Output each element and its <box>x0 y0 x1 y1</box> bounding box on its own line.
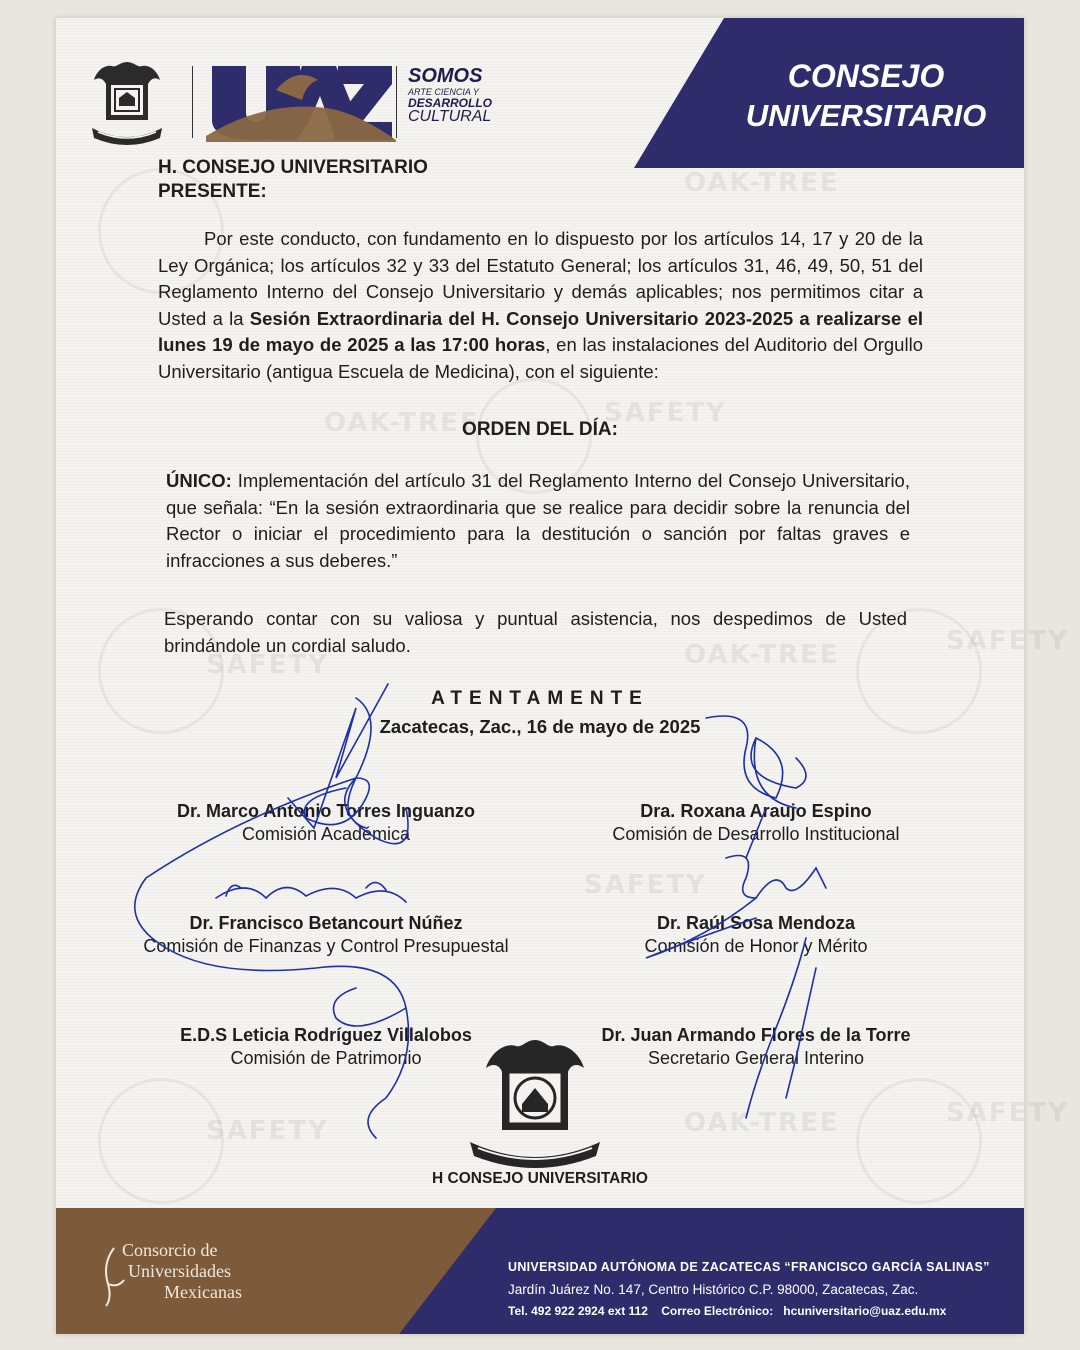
signatory-name: Dra. Roxana Araujo Espino <box>640 801 872 821</box>
signatory-name: E.D.S Leticia Rodríguez Villalobos <box>180 1025 472 1045</box>
slogan-arte: ARTE CIENCIA Y <box>408 87 479 97</box>
watermark-text: OAK-TREE <box>324 408 480 438</box>
signatory-name: Dr. Marco Antonio Torres Inguanzo <box>176 801 475 821</box>
official-stamp-icon <box>460 1034 610 1174</box>
letter-page <box>56 18 1069 1334</box>
footer-contact: Tel. 492 922 2924 ext 112 Correo Electrónico: hcuniversitario@uaz.edu.mx <box>508 1304 947 1318</box>
header-divider <box>192 66 193 138</box>
signatory <box>126 912 526 958</box>
slogan-desarrollo: DESARROLLO <box>408 96 492 110</box>
signatory-role: Comisión Académica <box>241 824 411 844</box>
closing-paragraph: Esperando contar con su valiosa y puntual asistencia, nos despedimos de Usted brindándole un cordial saludo. <box>164 608 907 656</box>
watermark-text: SAFETY <box>604 398 727 428</box>
consorcio-line2: Universidades <box>128 1261 231 1281</box>
signatory <box>576 800 936 846</box>
consorcio-logo <box>100 1240 242 1303</box>
uaz-logo-icon <box>206 60 396 142</box>
date-line: Zacatecas, Zac., 16 de mayo de 2025 <box>379 716 701 737</box>
uaz-seal-icon <box>90 58 164 144</box>
footer-address: Jardín Juárez No. 147, Centro Histórico C.P. 98000, Zacatecas, Zac. <box>508 1282 919 1297</box>
watermark-text: OAK-TREE <box>684 1108 840 1138</box>
stamp-label: H CONSEJO UNIVERSITARIO <box>432 1170 648 1187</box>
signatory-name: Dr. Francisco Betancourt Núñez <box>189 913 463 933</box>
consejo-title <box>706 56 1026 136</box>
header-divider <box>396 66 397 138</box>
consejo-line1: CONSEJO <box>787 58 945 94</box>
signatory <box>576 1024 936 1070</box>
watermark-text: SAFETY <box>584 870 707 900</box>
session-details: Sesión Extraordinaria del H. Consejo Universitario 2023-2025 a realizarse el lunes 19 de mayo de 2025 a las 17:00 horas <box>158 307 924 355</box>
slogan-cultural: CULTURAL <box>408 108 492 125</box>
consorcio-line3: Mexicanas <box>164 1282 242 1302</box>
agenda-heading: ORDEN DEL DÍA: <box>462 419 618 440</box>
addressee <box>158 156 428 204</box>
paragraph-text: , en las instalaciones del Auditorio del Orgullo Universitario (antigua Escuela de Medicina), con el siguiente: <box>158 334 923 382</box>
paragraph-text: Por este conducto, con fundamento en lo dispuesto por los artículos 14, 17 y 20 de la Ley Orgánica; los artículos 32 y 33 del Estatuto General; los artículos 31, 46, 49, 50, 51 del Reglamento Interno del Consejo Universitario y demás aplicables; nos permitimos citar a Usted a la <box>158 228 923 329</box>
watermark-text: SAFETY <box>946 626 1069 656</box>
agenda-item <box>166 468 910 574</box>
agenda-label: ÚNICO: <box>166 470 232 491</box>
addressee-line1: H. CONSEJO UNIVERSITARIO <box>158 157 428 178</box>
footer-university: UNIVERSIDAD AUTÓNOMA DE ZACATECAS “FRANCISCO GARCÍA SALINAS” <box>508 1260 990 1274</box>
signatory <box>576 912 936 958</box>
watermark-text: OAK-TREE <box>684 640 840 670</box>
signatory-role: Comisión de Patrimonio <box>230 1048 422 1068</box>
watermark-text: OAK-TREE <box>684 168 840 198</box>
signatory <box>146 1024 506 1070</box>
atentamente: ATENTAMENTE <box>431 688 649 709</box>
signatory-name: Dr. Raúl Sosa Mendoza <box>656 913 856 933</box>
signatory-name: Dr. Juan Armando Flores de la Torre <box>601 1025 911 1045</box>
convocation-paragraph <box>158 226 923 385</box>
consorcio-line1: Consorcio de <box>122 1240 218 1260</box>
signatory <box>146 800 506 846</box>
agenda-text: Implementación del artículo 31 del Reglamento Interno del Consejo Universitario, que señala: “En la sesión extraordinaria que se realice para decidir sobre la renuncia del Rector o iniciar el procedimiento para la destitución o sanción por faltas graves e infracciones a sus deberes.” <box>166 470 910 571</box>
watermark-text: SAFETY <box>946 1098 1069 1128</box>
somos-word: SOMOS <box>408 65 483 87</box>
consejo-line2: UNIVERSITARIO <box>745 98 987 133</box>
signatory-role: Comisión de Finanzas y Control Presupuestal <box>143 936 509 956</box>
watermark-text: SAFETY <box>206 1116 329 1146</box>
signatory-role: Comisión de Honor y Mérito <box>644 936 868 956</box>
addressee-line2: PRESENTE: <box>158 181 267 202</box>
watermark-text: SAFETY <box>206 650 329 680</box>
signatory-role: Comisión de Desarrollo Institucional <box>612 824 900 844</box>
signatory-role: Secretario General Interino <box>647 1048 865 1068</box>
